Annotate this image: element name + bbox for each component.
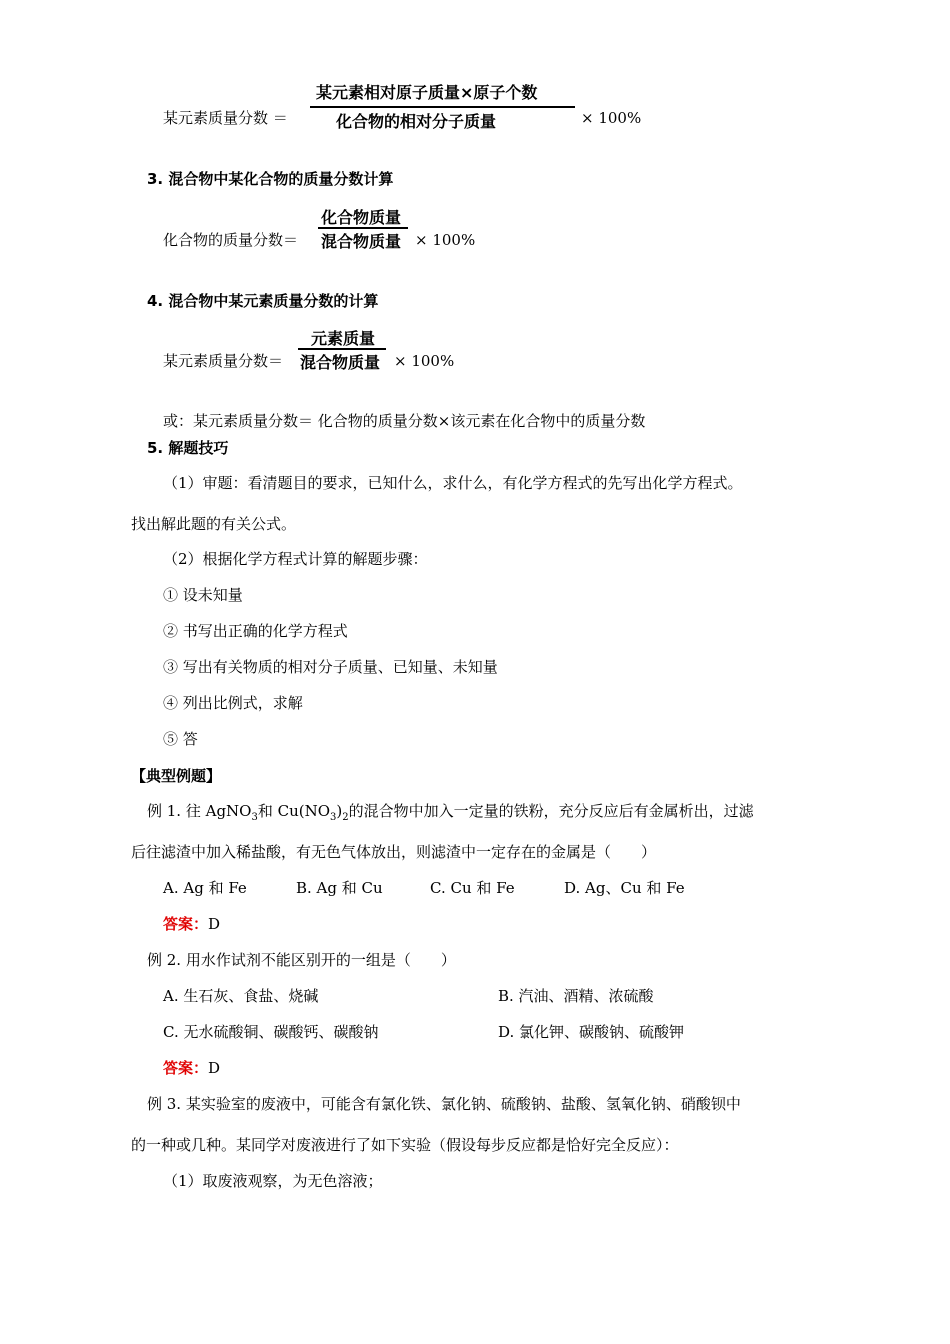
step-item: ② 书写出正确的化学方程式 [163, 622, 348, 640]
ex3-line1: 例 3. 某实验室的废液中，可能含有氯化铁、氯化钠、硫酸钠、盐酸、氢氧化钠、硝酸钡中 [147, 1095, 741, 1113]
section3-numerator: 化合物质量 [321, 208, 402, 227]
formula1-lhs: 某元素质量分数 ＝ [163, 109, 288, 127]
ex1-answer: 答案：D [163, 915, 221, 933]
section4-heading: 4. 混合物中某元素质量分数的计算 [147, 292, 379, 310]
ex2-answer: 答案：D [163, 1059, 221, 1077]
step-item: ③ 写出有关物质的相对分子质量、已知量、未知量 [163, 658, 498, 676]
ex2-option-a: A. 生石灰、食盐、烧碱 [163, 987, 319, 1005]
step-item: ⑤ 答 [163, 730, 198, 748]
examples-heading: 【典型例题】 [131, 767, 222, 785]
ex1-line1: 例 1. 往 AgNO$_3$和 $Cu(NO_3)_2$的混合物中加入一定量的铁粉，充分反应后有金属析出，过滤 [147, 802, 754, 823]
ex1-option-b: B. Ag 和 Cu [296, 879, 383, 897]
ex2-line1: 例 2. 用水作试剂不能区别开的一组是（ ） [147, 951, 456, 969]
formula1-numerator: 某元素相对原子质量×原子个数 [316, 83, 538, 102]
section4-lhs: 某元素质量分数＝ [163, 352, 284, 370]
section5-heading: 5. 解题技巧 [147, 439, 229, 457]
ex2-option-b: B. 汽油、酒精、浓硫酸 [498, 987, 654, 1005]
section3-heading: 3. 混合物中某化合物的质量分数计算 [147, 170, 394, 188]
section3-tail: × 100% [415, 231, 476, 249]
ex1-option-c: C. Cu 和 Fe [430, 879, 515, 897]
section4-numerator: 元素质量 [311, 329, 376, 348]
ex1-option-d: D. Ag、Cu 和 Fe [564, 879, 685, 897]
formula1-denominator: 化合物的相对分子质量 [336, 112, 497, 131]
ex3-line2: 的一种或几种。某同学对废液进行了如下实验（假设每步反应都是恰好完全反应）： [131, 1136, 679, 1154]
ex3-line3: （1）取废液观察，为无色溶液； [163, 1172, 383, 1190]
ex1-option-a: A. Ag 和 Fe [163, 879, 247, 897]
section5-p2: （2）根据化学方程式计算的解题步骤： [163, 550, 428, 568]
section3-lhs: 化合物的质量分数＝ [163, 231, 299, 249]
section5-p1-line1: （1）审题：看清题目的要求，已知什么，求什么，有化学方程式的先写出化学方程式。 [163, 474, 743, 492]
section5-p1-line2: 找出解此题的有关公式。 [131, 515, 297, 533]
ex2-option-d: D. 氯化钾、碳酸钠、硫酸钾 [498, 1023, 685, 1041]
step-item: ④ 列出比例式，求解 [163, 694, 303, 712]
step-item: ① 设未知量 [163, 586, 243, 604]
section4-denominator: 混合物质量 [300, 353, 381, 372]
ex2-option-c: C. 无水硫酸铜、碳酸钙、碳酸钠 [163, 1023, 379, 1041]
section3-denominator: 混合物质量 [321, 232, 402, 251]
formula1-fraction-bar [310, 106, 575, 108]
formula1-tail: × 100% [581, 109, 642, 127]
section4-or-line: 或：某元素质量分数＝ 化合物的质量分数×该元素在化合物中的质量分数 [163, 412, 646, 430]
ex1-line2: 后往滤渣中加入稀盐酸，有无色气体放出，则滤渣中一定存在的金属是（ ） [131, 843, 657, 861]
section4-tail: × 100% [394, 352, 455, 370]
